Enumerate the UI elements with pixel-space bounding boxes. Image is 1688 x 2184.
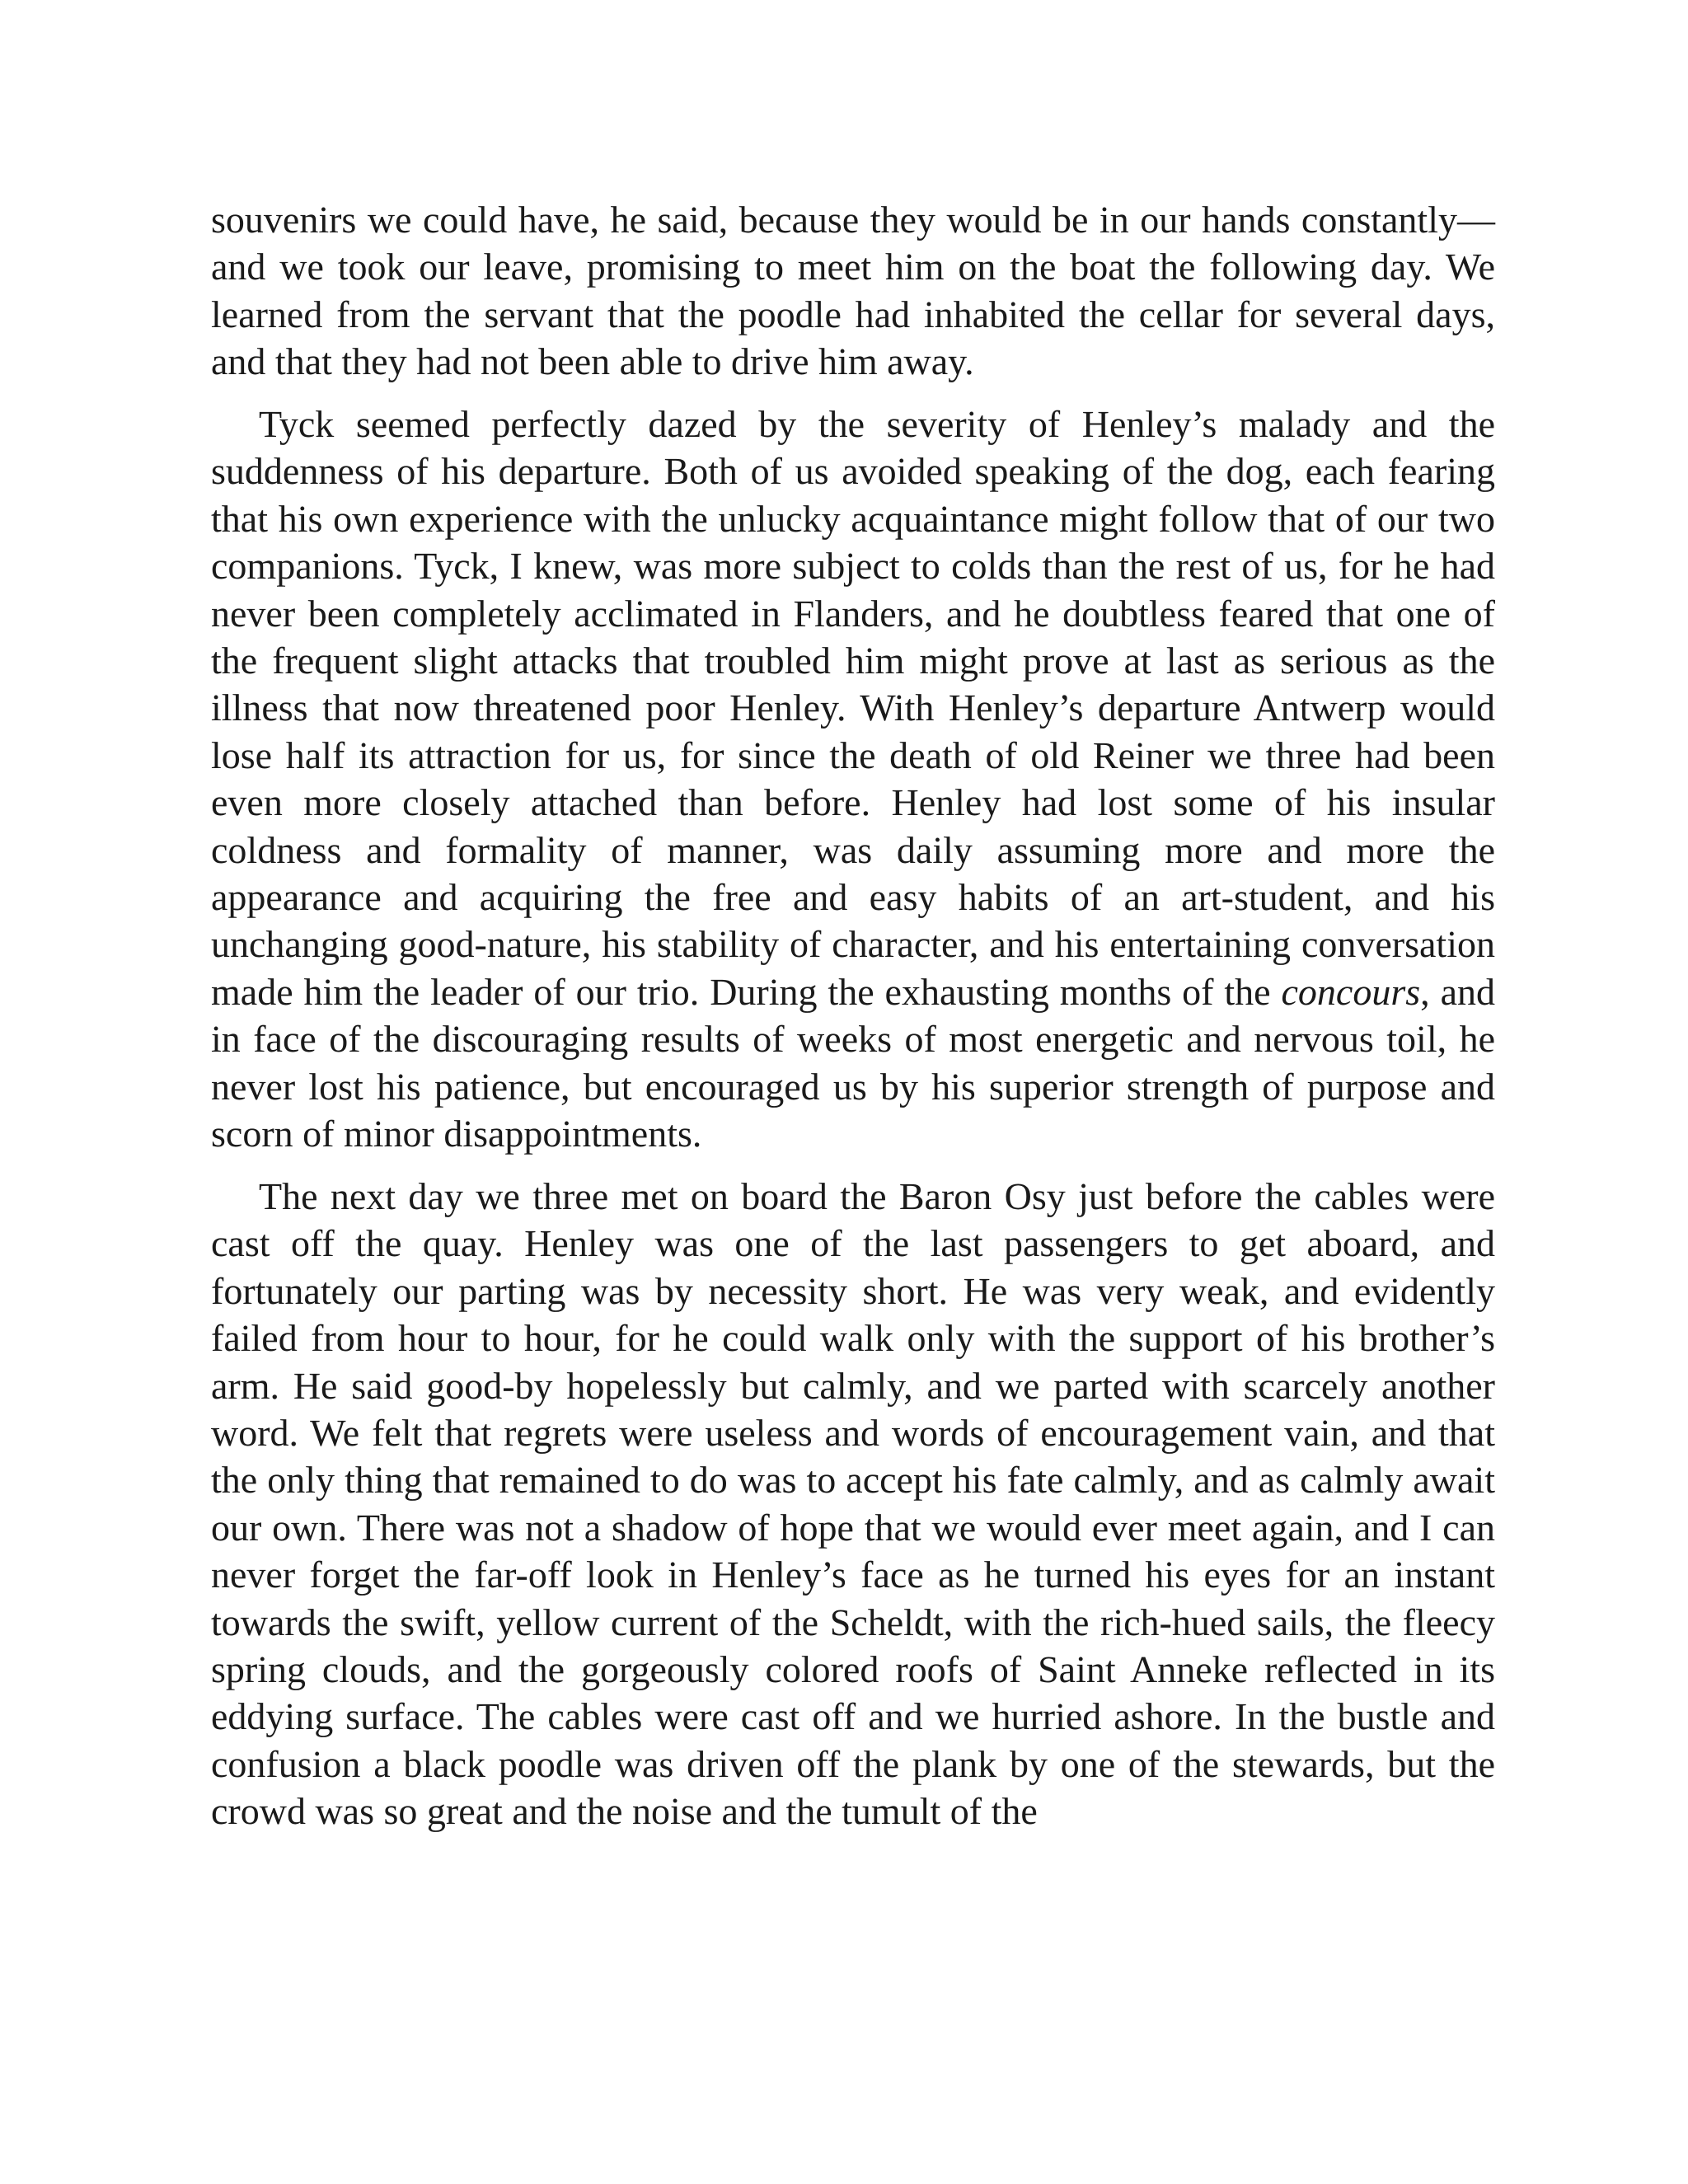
- paragraph-1: [211, 196, 1495, 386]
- paragraph-1-text: souvenirs we could have, he said, because they would be in our hands constantly—and we took our leave, promising to meet him on the boat the following day. We learned from the servant that the poodle had inhabited the cellar for several days, and that they had not been able to drive him away.: [211, 199, 1495, 383]
- paragraph-3: [211, 1173, 1495, 1835]
- paragraph-2-text-a: Tyck seemed perfectly dazed by the severity of Henley’s malady and the suddenness of his departure. Both of us avoided speaking of the dog, each fearing that his own experience with the unlucky acquaintance might follow that of our two companions. Tyck, I knew, was more subject to colds than the rest of us, for he had never been completely acclimated in Flanders, and he doubtless feared that one of the frequent slight attacks that troubled him might prove at last as serious as the illness that now threatened poor Henley. With Henley’s departure Antwerp would lose half its attraction for us, for since the death of old Reiner we three had been even more closely attached than before. Henley had lost some of his insular coldness and formality of manner, was daily assuming more and more the appearance and acquiring the free and easy habits of an art-student, and his unchanging good-nature, his stability of character, and his entertaining conversation made him the leader of our trio. During the exhausting months of the: [211, 403, 1495, 1013]
- body-text: [211, 196, 1495, 1835]
- concours-italic: concours: [1281, 970, 1421, 1013]
- paragraph-2: [211, 401, 1495, 1158]
- paragraph-2-text-b: , and in face of the discouraging results of weeks of most energetic and nervous toil, he never lost his patience, but encouraged us by his superior strength of purpose and scorn of minor disappointments.: [211, 970, 1495, 1155]
- paragraph-3-text: The next day we three met on board the Baron Osy just before the cables were cast off the quay. Henley was one of the last passengers to get aboard, and fortunately our parting was by necessity short. He was very weak, and evidently failed from hour to hour, for he could walk only with the support of his brother’s arm. He said good-by hopelessly but calmly, and we parted with scarcely another word. We felt that regrets were useless and words of encouragement vain, and that the only thing that remained to do was to accept his fate calmly, and as calmly await our own. There was not a shadow of hope that we would ever meet again, and I can never forget the far-off look in Henley’s face as he turned his eyes for an instant towards the swift, yellow current of the Scheldt, with the rich-hued sails, the fleecy spring clouds, and the gorgeously colored roofs of Saint Anneke reflected in its eddying surface. The cables were cast off and we hurried ashore. In the bustle and confusion a black poodle was driven off the plank by one of the stewards, but the crowd was so great and the noise and the tumult of the: [211, 1174, 1495, 1833]
